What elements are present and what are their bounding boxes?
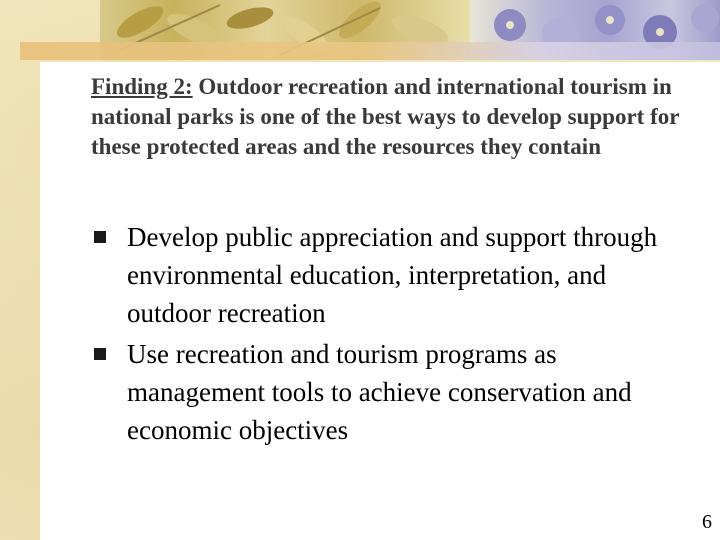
bullet-text: Develop public appreciation and support through environmental education, interpretation, and outdoor recreation bbox=[127, 222, 658, 328]
page-number: 6 bbox=[702, 511, 712, 533]
square-bullet-icon bbox=[94, 231, 106, 243]
banner-stripe bbox=[20, 42, 720, 60]
finding-text: Outdoor recreation and international tourism in national parks is one of the best ways to develop support for these protected areas and the resources they contain bbox=[91, 74, 680, 159]
list-item bbox=[92, 335, 692, 449]
bullet-text: Use recreation and tourism programs as management tools to achieve conservation and economic objectives bbox=[127, 339, 632, 445]
finding-heading bbox=[91, 72, 691, 162]
finding-label: Finding 2: bbox=[91, 74, 193, 99]
square-bullet-icon bbox=[94, 348, 106, 360]
list-item bbox=[92, 218, 692, 332]
bullet-list bbox=[92, 218, 692, 452]
